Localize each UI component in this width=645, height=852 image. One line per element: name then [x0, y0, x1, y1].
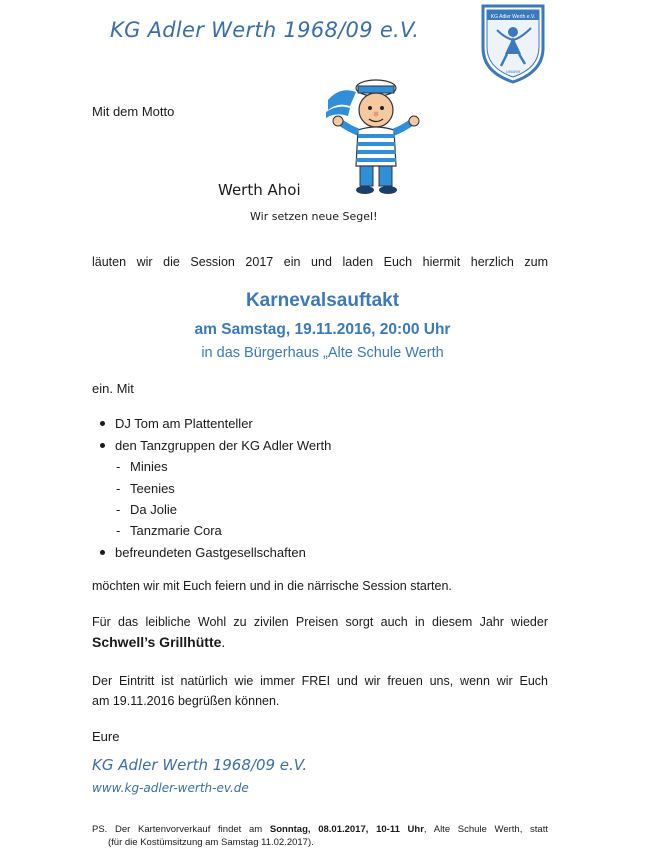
dash-marker: -	[116, 502, 121, 517]
food-vendor-tail: .	[221, 634, 226, 650]
food-vendor	[92, 634, 225, 650]
intro-paragraph: läuten wir die Session 2017 ein und laden Euch hiermit herzlich zum	[92, 255, 548, 269]
food-vendor-name: Schwell’s Grillhütte	[92, 634, 222, 650]
sub-list-item-label: Da Jolie	[130, 502, 177, 517]
list-item	[100, 438, 331, 453]
postscript-text: PS. Der Kartenvorverkauf findet am	[92, 824, 270, 835]
list-item-label: DJ Tom am Plattenteller	[115, 416, 253, 431]
signature-club-name: KG Adler Werth 1968/09 e.V.	[92, 756, 308, 774]
sailor-mascot-illustration	[322, 66, 430, 196]
list-item-label: den Tanzgruppen der KG Adler Werth	[115, 438, 332, 453]
bullet-icon	[100, 443, 105, 448]
sub-list-item-label: Teenies	[130, 481, 175, 496]
celebrate-paragraph: möchten wir mit Euch feiern und in die närrische Session starten.	[92, 579, 452, 593]
motto-intro: Mit dem Motto	[92, 104, 175, 119]
dash-marker: -	[116, 459, 121, 474]
sub-list-item-label: Tanzmarie Cora	[130, 523, 222, 538]
list-item	[100, 545, 306, 560]
motto-tagline: Wir setzen neue Segel!	[250, 210, 378, 223]
sub-list-item	[116, 481, 175, 496]
bullet-icon	[100, 550, 105, 555]
sub-list-item-label: Minies	[130, 459, 168, 474]
crest-year: 1968/09	[505, 69, 521, 74]
postscript-line1	[92, 824, 548, 835]
crest-label: KG Adler Werth e.V.	[490, 14, 536, 20]
sub-list-item	[116, 502, 177, 517]
postscript-line2: (für die Kostümsitzung am Samstag 11.02.2017).	[108, 837, 314, 848]
event-venue: in das Bürgerhaus „Alte Schule Werth	[201, 345, 444, 361]
entry-paragraph-line1: Der Eintritt ist natürlich wie immer FREI und wir freuen uns, wenn wir Euch	[92, 674, 548, 688]
postscript-location: , Alte Schule Werth, statt	[423, 824, 548, 835]
postscript-date: Sonntag, 08.01.2017, 10-11 Uhr	[269, 824, 424, 835]
program-intro: ein. Mit	[92, 381, 134, 396]
website-link[interactable]: www.kg-adler-werth-ev.de	[92, 781, 249, 795]
closing-greeting: Eure	[92, 729, 120, 744]
event-date: am Samstag, 19.11.2016, 20:00 Uhr	[194, 321, 451, 338]
list-item-label: befreundeten Gastgesellschaften	[115, 545, 306, 560]
motto-title: Werth Ahoi	[218, 181, 301, 199]
list-item	[100, 416, 253, 431]
sub-list-item	[116, 523, 222, 538]
club-header-title: KG Adler Werth 1968/09 e.V.	[110, 18, 420, 42]
sub-list-item	[116, 459, 168, 474]
dash-marker: -	[116, 523, 121, 538]
dash-marker: -	[116, 481, 121, 496]
club-crest-logo	[479, 2, 547, 86]
event-title: Karnevalsauftakt	[245, 290, 400, 311]
bullet-icon	[100, 421, 105, 426]
food-paragraph: Für das leibliche Wohl zu zivilen Preisen sorgt auch in diesem Jahr wieder	[92, 615, 548, 629]
entry-paragraph-line2: am 19.11.2016 begrüßen können.	[92, 694, 280, 708]
